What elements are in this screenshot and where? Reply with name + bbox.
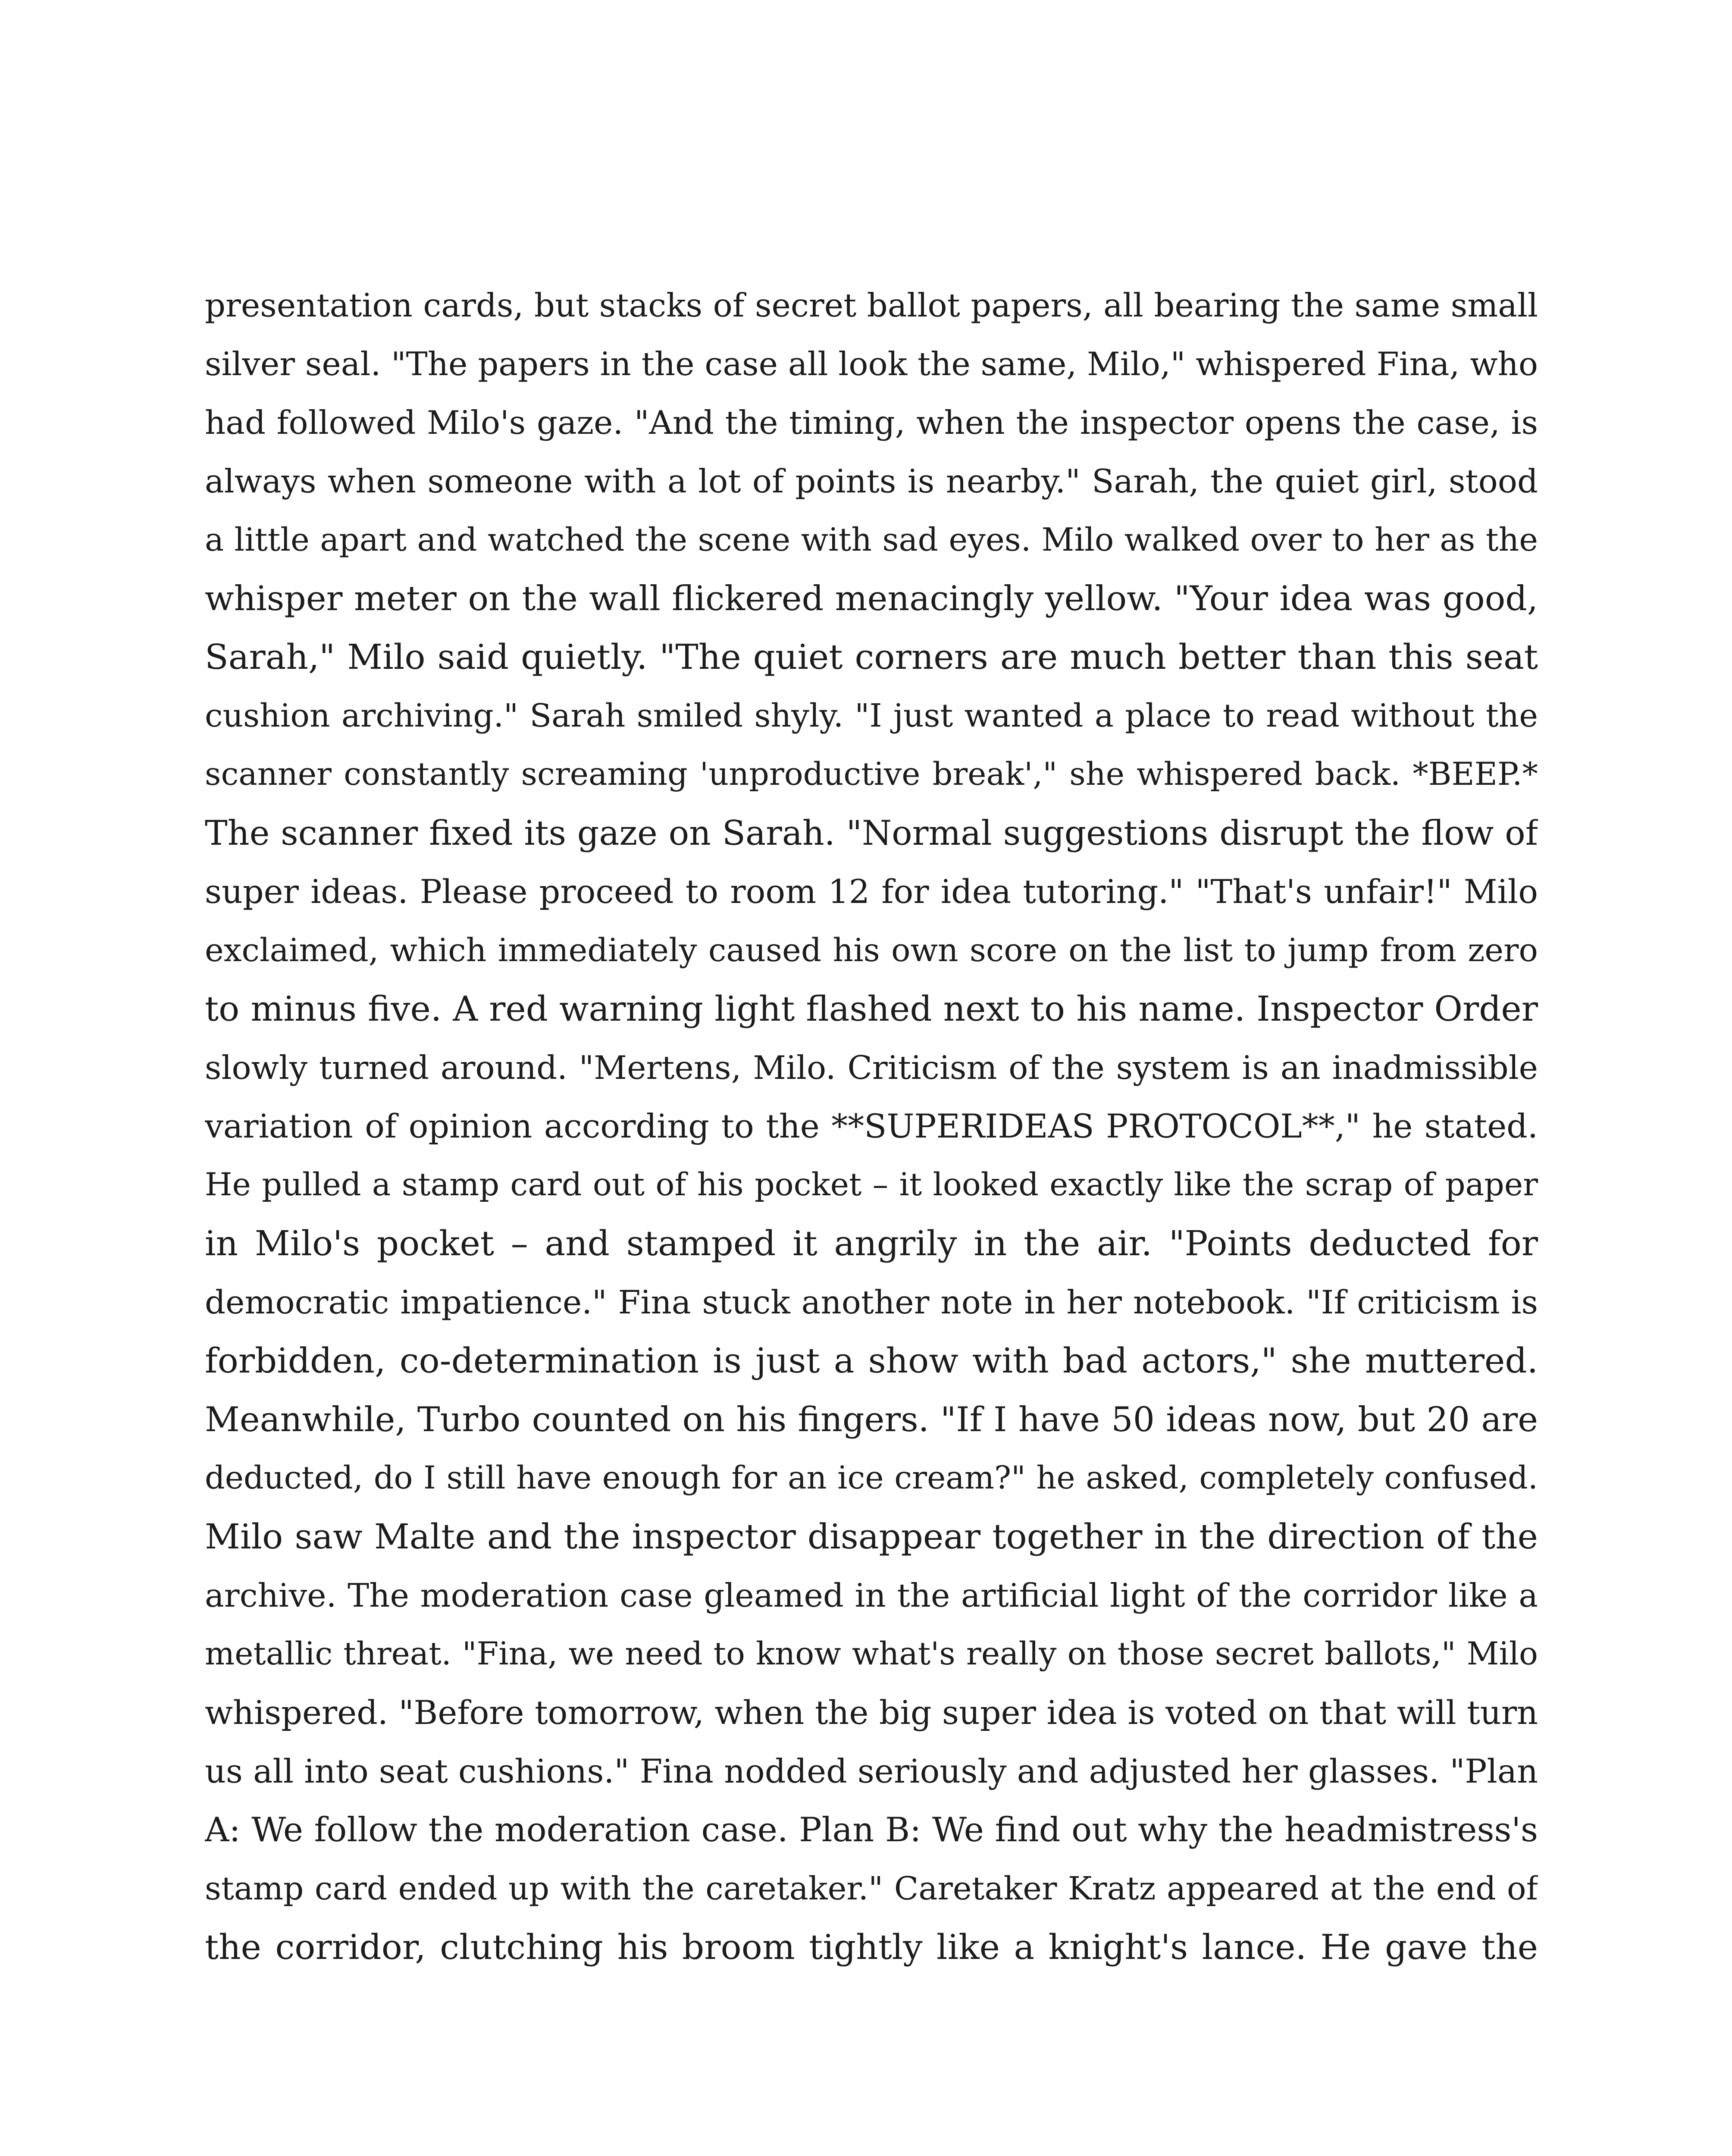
text-line: democratic impatience." Fina stuck another note in her notebook. "If criticism is: [205, 1283, 1538, 1321]
text-line: forbidden, co-determination is just a show with bad actors," she muttered.: [205, 1341, 1538, 1381]
text-line: The scanner fixed its gaze on Sarah. "Normal suggestions disrupt the flow of: [205, 813, 1538, 853]
text-line: us all into seat cushions." Fina nodded seriously and adjusted her glasses. "Plan: [205, 1752, 1538, 1790]
text-line: He pulled a stamp card out of his pocket – it looked exactly like the scrap of paper: [205, 1166, 1538, 1203]
text-line: A: We follow the moderation case. Plan B: We find out why the headmistress's: [205, 1811, 1538, 1849]
body-text: [205, 276, 1538, 1977]
text-line: archive. The moderation case gleamed in the artificial light of the corridor like a: [205, 1576, 1538, 1614]
text-line: presentation cards, but stacks of secret ballot papers, all bearing the same small: [205, 286, 1538, 324]
text-line: scanner constantly screaming 'unproductive break'," she whispered back. *BEEP.*: [205, 756, 1538, 793]
text-line: variation of opinion according to the **SUPERIDEAS PROTOCOL**," he stated.: [205, 1107, 1538, 1145]
text-line: Meanwhile, Turbo counted on his fingers. "If I have 50 ideas now, but 20 are: [205, 1400, 1538, 1439]
text-line: stamp card ended up with the caretaker." Caretaker Kratz appeared at the end of: [205, 1870, 1538, 1907]
text-line: silver seal. "The papers in the case all look the same, Milo," whispered Fina, who: [205, 345, 1538, 383]
text-line: had followed Milo's gaze. "And the timing, when the inspector opens the case, is: [205, 404, 1538, 442]
text-line: always when someone with a lot of points is nearby." Sarah, the quiet girl, stood: [205, 462, 1538, 500]
text-line: deducted, do I still have enough for an ice cream?" he asked, completely confused.: [205, 1460, 1538, 1496]
text-line: slowly turned around. "Mertens, Milo. Criticism of the system is an inadmissible: [205, 1049, 1538, 1087]
text-line: the corridor, clutching his broom tightly like a knight's lance. He gave the: [205, 1927, 1538, 1967]
text-line: exclaimed, which immediately caused his own score on the list to jump from zero: [205, 932, 1538, 969]
text-line: Sarah," Milo said quietly. "The quiet corners are much better than this seat: [205, 637, 1538, 677]
text-line: whisper meter on the wall flickered menacingly yellow. "Your idea was good,: [205, 579, 1538, 618]
text-line: in Milo's pocket – and stamped it angrily in the air. "Points deducted for: [205, 1223, 1538, 1263]
text-line: metallic threat. "Fina, we need to know what's really on those secret ballots," Milo: [205, 1636, 1538, 1672]
text-line: super ideas. Please proceed to room 12 for idea tutoring." "That's unfair!" Milo: [205, 872, 1538, 911]
text-line: whispered. "Before tomorrow, when the big super idea is voted on that will turn: [205, 1693, 1538, 1732]
text-line: cushion archiving." Sarah smiled shyly. "I just wanted a place to read without the: [205, 697, 1538, 734]
text-line: a little apart and watched the scene with sad eyes. Milo walked over to her as the: [205, 521, 1538, 558]
text-line: to minus five. A red warning light flashed next to his name. Inspector Order: [205, 989, 1538, 1029]
text-line: Milo saw Malte and the inspector disappear together in the direction of the: [205, 1517, 1538, 1557]
